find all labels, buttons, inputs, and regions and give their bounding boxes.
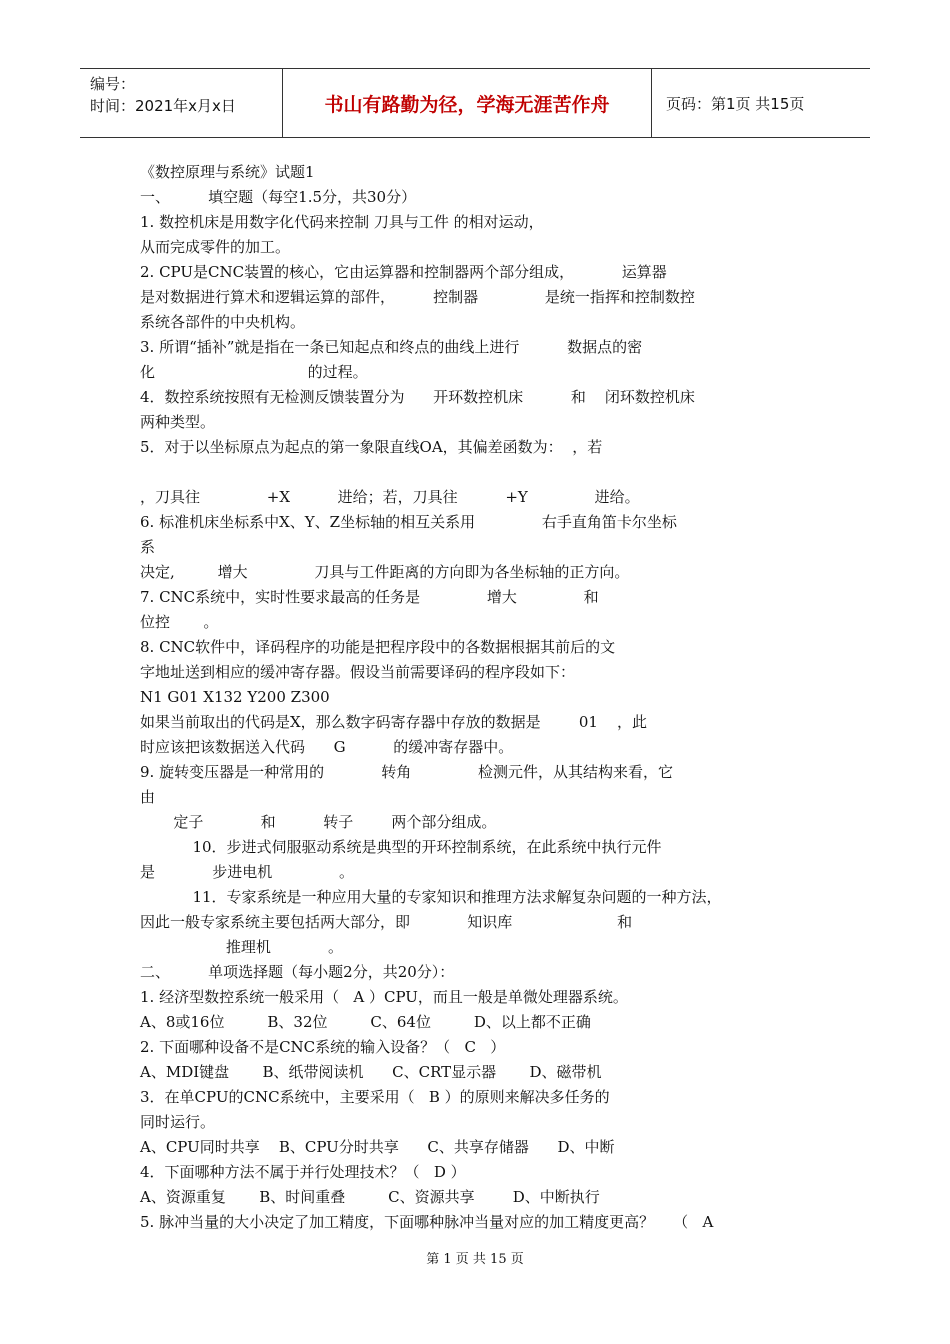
text-line: 因此一般专家系统主要包括两大部分，即 知识库 和	[140, 913, 633, 931]
text-line: 2. CPU是CNC装置的核心，它由运算器和控制器两个部分组成， 运算器	[140, 263, 667, 281]
text-line: 11．专家系统是一种应用大量的专家知识和推理方法求解复杂问题的一种方法，	[140, 888, 722, 906]
text-line: 2. 下面哪种设备不是CNC系统的输入设备？（ C ）	[140, 1038, 506, 1056]
text-line: 决定, 增大 刀具与工件距离的方向即为各坐标轴的正方向。	[140, 563, 630, 581]
text-line: 系统各部件的中央机构。	[140, 313, 306, 331]
text-line: 两种类型。	[140, 413, 216, 431]
text-line: 字地址送到相应的缓冲寄存器。假设当前需要译码的程序段如下：	[140, 663, 576, 681]
header-motto: 书山有路勤为径，学海无涯苦作舟	[282, 69, 652, 137]
text-line: 化 的过程。	[140, 363, 368, 381]
text-line: A、CPU同时共享 B、CPU分时共享 C、共享存储器 D、中断	[140, 1138, 615, 1156]
text-line: 4．下面哪种方法不属于并行处理技术？（ D ）	[140, 1163, 466, 1181]
text-line: 8. CNC软件中，译码程序的功能是把程序段中的各数据根据其前后的文	[140, 638, 616, 656]
text-line: 3．在单CPU的CNC系统中，主要采用（ B ）的原则来解决多任务的	[140, 1088, 610, 1106]
text-line: 5. 脉冲当量的大小决定了加工精度，下面哪种脉冲当量对应的加工精度更高？ （ A	[140, 1213, 714, 1231]
text-line: 同时运行。	[140, 1113, 216, 1131]
text-line: 10．步进式伺服驱动系统是典型的开环控制系统，在此系统中执行元件	[140, 838, 662, 856]
text-line: 定子 和 转子 两个部分组成。	[140, 813, 497, 831]
text-line: 如果当前取出的代码是X，那么数字码寄存器中存放的数据是 01 ，此	[140, 713, 647, 731]
text-line: 9. 旋转变压器是一种常用的 转角 检测元件，从其结构来看，它	[140, 763, 674, 781]
date-label: 时间：2021年x月x日	[90, 97, 236, 115]
text-line: 4．数控系统按照有无检测反馈装置分为 开环数控机床 和 闭环数控机床	[140, 388, 695, 406]
text-line: 1. 经济型数控系统一般采用（ A ）CPU，而且一般是单微处理器系统。	[140, 988, 628, 1006]
header-meta	[80, 69, 282, 137]
header-page-info: 页码：第1页 共15页	[666, 94, 805, 113]
text-line: N1 G01 X132 Y200 Z300	[140, 688, 330, 706]
text-line: 二、 单项选择题（每小题2分，共20分）：	[140, 963, 455, 981]
text-line: 由	[140, 788, 156, 806]
text-line: 6. 标准机床坐标系中X、Y、Z坐标轴的相互关系用 右手直角笛卡尔坐标	[140, 513, 677, 531]
text-line: 位控 。	[140, 613, 219, 631]
text-line: 是 步进电机 。	[140, 863, 354, 881]
page-footer: 第 1 页 共 15 页	[426, 1252, 524, 1267]
text-line: A、8或16位 B、32位 C、64位 D、以上都不正确	[140, 1013, 591, 1031]
text-line: 推理机 。	[140, 938, 344, 956]
text-line: A、MDI键盘 B、纸带阅读机 C、CRT显示器 D、磁带机	[140, 1063, 602, 1081]
text-line: 从而完成零件的加工。	[140, 238, 291, 256]
text-line: 一、 填空题（每空1.5分，共30分）	[140, 188, 417, 206]
text-line: 时应该把该数据送入代码 G 的缓冲寄存器中。	[140, 738, 514, 756]
text-line: ，刀具往 +X 进给；若，刀具往 +Y 进给。	[140, 488, 640, 506]
text-line: A、资源重复 B、时间重叠 C、资源共享 D、中断执行	[140, 1188, 600, 1206]
text-line: 系	[140, 538, 156, 556]
text-line: 1. 数控机床是用数字化代码来控制 刀具与工件 的相对运动，	[140, 213, 544, 231]
text-line: 《数控原理与系统》试题1	[140, 163, 315, 181]
text-line: 5．对于以坐标原点为起点的第一象限直线OA，其偏差函数为： ，若	[140, 438, 603, 456]
text-line: 3. 所谓“插补”就是指在一条已知起点和终点的曲线上进行 数据点的密	[140, 338, 643, 356]
code-label: 编号：	[90, 75, 136, 93]
text-line: 是对数据进行算术和逻辑运算的部件， 控制器 是统一指挥和控制数控	[140, 288, 695, 306]
text-line: 7. CNC系统中，实时性要求最高的任务是 增大 和	[140, 588, 599, 606]
document-header	[80, 68, 870, 138]
